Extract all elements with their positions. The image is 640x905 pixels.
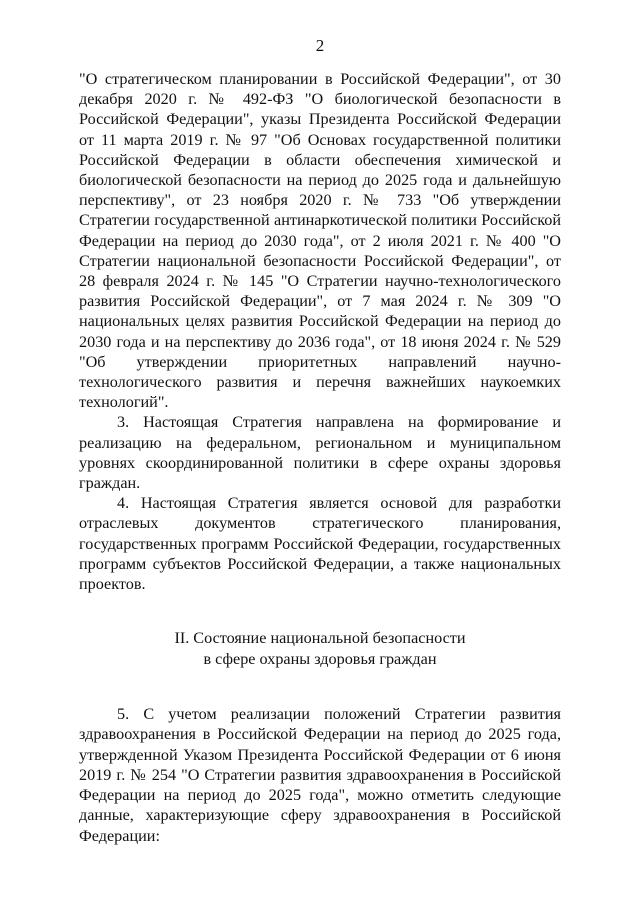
document-body	[79, 69, 561, 846]
section-heading-line-1: II. Состояние национальной безопасности	[174, 629, 466, 648]
paragraph-legal-references: "О стратегическом планировании в Российской Федерации", от 30 декабря 2020 г. № 492-ФЗ "О биологической безопасности в Российской Федерации", указы Президента Российской Федерации от 11 марта 2019 г. № 97 "Об Основах государственной политики Российской Федерации в области обеспечения химической и биологической безопасности на период до 2025 года и дальнейшую перспективу", от 23 ноября 2020 г. № 733 "Об утверждении Стратегии государственной антинаркотической политики Российской Федерации на период до 2030 года", от 2 июля 2021 г. № 400 "О Стратегии национальной безопасности Российской Федерации", от 28 февраля 2024 г. № 145 "О Стратегии научно-технологического развития Российской Федерации", от 7 мая 2024 г. № 309 "О национальных целях развития Российской Федерации на период до 2030 года и на перспективу до 2036 года", от 18 июня 2024 г. № 529 "Об утверждении приоритетных направлений научно-технологического развития и перечня важнейших наукоемких технологий".	[79, 70, 561, 412]
section-heading	[79, 628, 561, 670]
paragraph-3: 3. Настоящая Стратегия направлена на формирование и реализацию на федеральном, региональном и муниципальном уровнях скоординированной политики в сфере охраны здоровья граждан.	[79, 413, 561, 493]
page-number: 2	[315, 36, 325, 55]
section-heading-line-2: в сфере охраны здоровья граждан	[203, 650, 437, 669]
paragraph-5: 5. С учетом реализации положений Стратегии развития здравоохранения в Российской Федерации на период до 2025 года, утвержденной Указом Президента Российской Федерации от 6 июня 2019 г. № 254 "О Стратегии развития здравоохранения в Российской Федерации на период до 2025 года", можно отметить следующие данные, характеризующие сферу здравоохранения в Российской Федерации:	[79, 705, 561, 845]
paragraph-4: 4. Настоящая Стратегия является основой для разработки отраслевых документов стратегического планирования, государственных программ Российской Федерации, государственных программ субъектов Российской Федерации, а также национальных проектов.	[79, 494, 561, 594]
